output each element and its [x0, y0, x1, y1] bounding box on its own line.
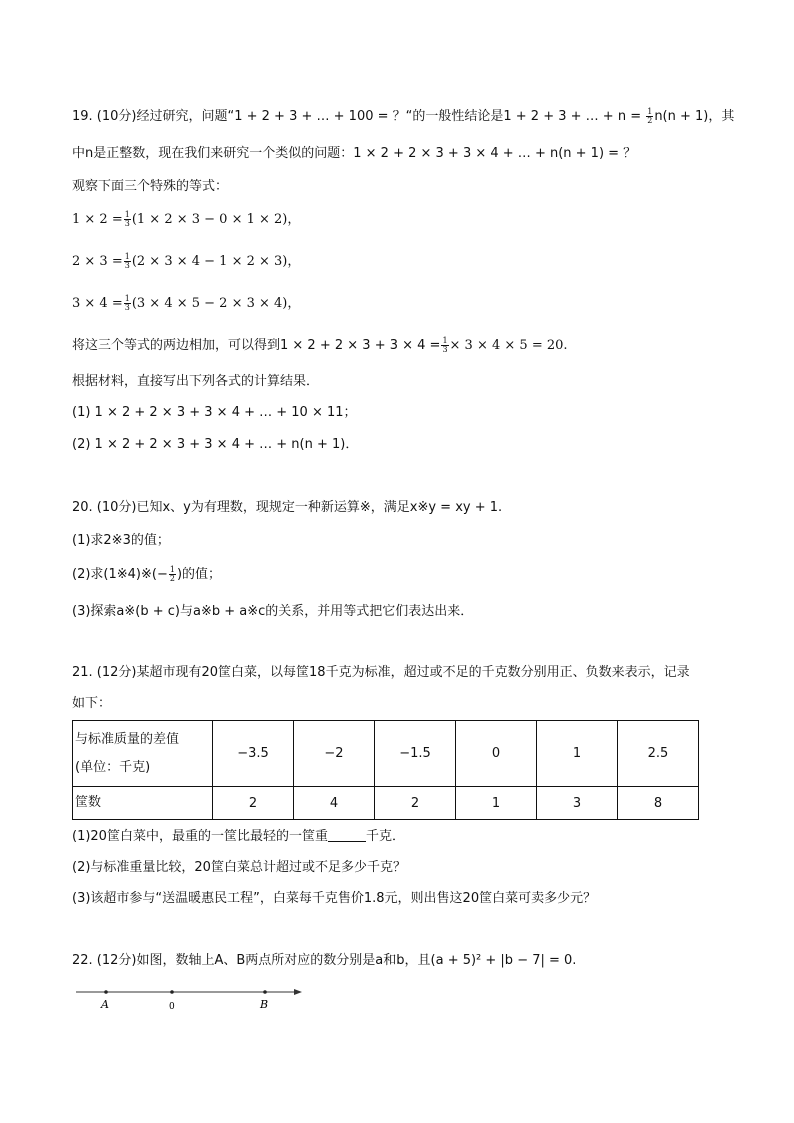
table-cell: 4 — [294, 787, 375, 820]
q19-instruction: 根据材料，直接写出下列各式的计算结果． — [72, 374, 320, 389]
point-a-marker — [104, 990, 108, 994]
q21-part2: (2)与标准重量比较，20筐白菜总计超过或不足多少千克？ — [72, 860, 406, 875]
q19-title — [72, 107, 734, 127]
origin-label: 0 — [169, 1002, 175, 1012]
q19-title-frac: $\frac{1}{2}$ — [647, 107, 653, 125]
table-cell: 1 — [537, 721, 618, 787]
q19-sum: 将这三个等式的两边相加，可以得到1 × 2 + 2 × 3 + 3 × 4 = $\frac{1}{3}$ × 3 × 4 × 5 = 20. — [72, 336, 568, 354]
table-cell: 2 — [375, 787, 456, 820]
q19-eq1: 1 × 2 = $\frac{1}{3}$ (1 × 2 × 3 − 0 × 1 × 2)， — [72, 210, 301, 228]
table-header-label: 与标准质量的差值 (单位：千克) — [73, 721, 213, 787]
q20-part1: (1)求2※3的值； — [72, 533, 170, 548]
q21-title2: 如下： — [72, 696, 112, 711]
q19-title-text: 19. (10分)经过研究，问题“1 + 2 + 3 + … + 100 = ？“的一般性结论是1 + 2 + 3 + … + n = — [72, 109, 646, 124]
q21-title: 21. (12分)某超市现有20筐白菜，以每筐18千克为标准，超过或不足的千克数分别用正、负数来表示，记录 — [72, 665, 690, 680]
q22-title: 22. (12分)如图，数轴上A、B两点所对应的数分别是a和b，且(a + 5)² + |b − 7| = 0. — [72, 953, 577, 968]
q20-part3: (3)探索a※(b + c)与a※b + a※c的关系，并用等式把它们表达出来． — [72, 604, 474, 619]
point-a-label: A — [101, 998, 109, 1011]
q19-part2: (2) 1 × 2 + 2 × 3 + 3 × 4 + … + n(n + 1)． — [72, 437, 359, 452]
q21-table — [72, 720, 699, 820]
table-row-label: 筐数 — [73, 787, 213, 820]
table-cell: 2.5 — [618, 721, 699, 787]
arrow-icon — [294, 989, 302, 995]
origin-marker — [170, 990, 174, 994]
q20-part2: (2)求(1※4)※(− $\frac{1}{2}$ )的值； — [72, 565, 222, 583]
table-cell: −2 — [294, 721, 375, 787]
q19-line3: 观察下面三个特殊的等式： — [72, 179, 229, 194]
q21-part3: (3)该超市参与“送温暖惠民工程”，白菜每千克售价1.8元，则出售这20筐白菜可卖多少元？ — [72, 891, 597, 906]
table-cell: −1.5 — [375, 721, 456, 787]
q19-eq2: 2 × 3 = $\frac{1}{3}$ (2 × 3 × 4 − 1 × 2 × 3)， — [72, 252, 301, 270]
table-cell: 3 — [537, 787, 618, 820]
answer-blank — [328, 827, 366, 842]
q19-part1: (1) 1 × 2 + 2 × 3 + 3 × 4 + … + 10 × 11； — [72, 405, 357, 420]
table-cell: 2 — [213, 787, 294, 820]
q19-eq3: 3 × 4 = $\frac{1}{3}$ (3 × 4 × 5 − 2 × 3 × 4)， — [72, 294, 301, 312]
table-row — [73, 787, 699, 820]
point-b-label: B — [260, 998, 269, 1011]
number-line-diagram — [76, 982, 306, 1014]
table-cell: 8 — [618, 787, 699, 820]
table-cell: 1 — [456, 787, 537, 820]
point-b-marker — [263, 990, 267, 994]
q20-title: 20. (10分)已知x、y为有理数，现规定一种新运算※，满足x※y = xy + 1. — [72, 500, 503, 515]
q19-line2: 中n是正整数，现在我们来研究一个类似的问题：1 × 2 + 2 × 3 + 3 × 4 + … + n(n + 1) = ？ — [72, 146, 637, 161]
q21-part1: (1)20筐白菜中，最重的一筐比最轻的一筐重 千克． — [72, 829, 405, 844]
table-cell: −3.5 — [213, 721, 294, 787]
table-row — [73, 721, 699, 787]
q19-title-tail: n(n + 1)，其 — [654, 109, 735, 124]
table-cell: 0 — [456, 721, 537, 787]
